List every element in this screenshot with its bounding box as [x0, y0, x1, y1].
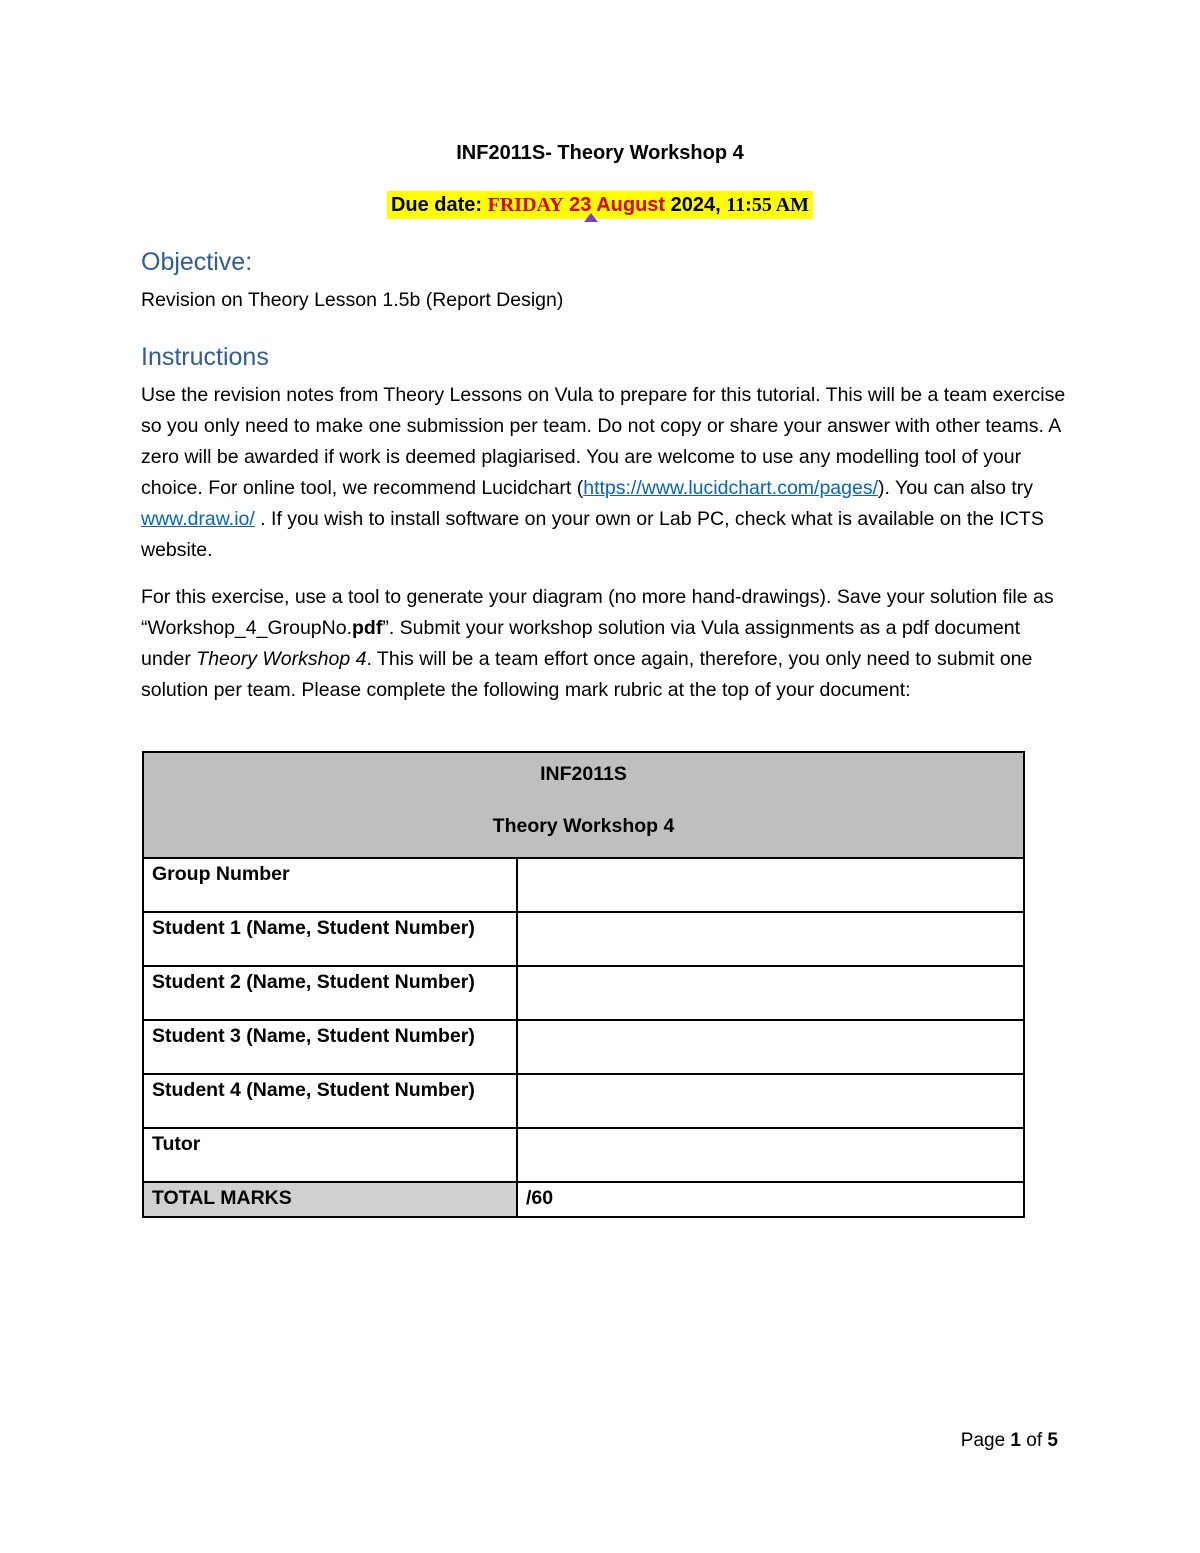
rubric-header: [143, 752, 1024, 858]
page-footer: [961, 1430, 1058, 1452]
rubric-header-title: Theory Workshop 4: [492, 815, 675, 837]
due-label: Due date:: [390, 194, 483, 216]
tutor-field[interactable]: [517, 1128, 1024, 1182]
instructions-p1-text-b: ). You can also try: [878, 477, 1034, 499]
objective-text: Revision on Theory Lesson 1.5b (Report Design): [141, 289, 564, 311]
total-marks-label: TOTAL MARKS: [143, 1182, 517, 1217]
row-label-student-3: Student 3 (Name, Student Number): [143, 1020, 517, 1074]
due-year: 2024,: [670, 194, 721, 216]
due-date-number: 23: [569, 194, 592, 216]
table-row: [143, 966, 1024, 1020]
objective-heading: Objective:: [141, 248, 253, 276]
rubric-header-course: INF2011S: [540, 763, 627, 785]
table-row: [143, 912, 1024, 966]
table-row: [143, 1128, 1024, 1182]
instructions-p2-bold: pdf: [352, 617, 383, 639]
table-row: [143, 858, 1024, 912]
group-number-field[interactable]: [517, 858, 1024, 912]
instructions-heading: Instructions: [141, 343, 269, 371]
instructions-p2-text-a: For this exercise, use a tool to generate your diagram (no more hand-drawings). Save your solution file as “Workshop_4_GroupNo.: [141, 586, 1054, 639]
row-label-tutor: Tutor: [143, 1128, 517, 1182]
instructions-p2-text-c: . This will be a team effort once again, therefore, you only need to submit one solution per team. Please complete the following mark rubric at the top of your document:: [141, 648, 1033, 701]
footer-page-total: 5: [1047, 1430, 1058, 1451]
instructions-p1-text-c: . If you wish to install software on your own or Lab PC, check what is available on the ICTS website.: [141, 508, 1044, 561]
instructions-p2-text-b: ”. Submit your workshop solution via Vula assignments as a pdf document under: [141, 617, 1021, 670]
row-label-group-number: Group Number: [143, 858, 517, 912]
row-label-student-1: Student 1 (Name, Student Number): [143, 912, 517, 966]
document-title: INF2011S- Theory Workshop 4: [456, 142, 744, 164]
footer-of-word: of: [1026, 1430, 1043, 1451]
table-row: [143, 1020, 1024, 1074]
total-marks-value: /60: [517, 1182, 1024, 1217]
due-day: FRIDAY: [487, 194, 564, 216]
student-4-field[interactable]: [517, 1074, 1024, 1128]
instructions-paragraph-1: [141, 380, 1071, 566]
footer-page-number: 1: [1010, 1430, 1021, 1451]
total-marks-row: [143, 1182, 1024, 1217]
lucidchart-link[interactable]: https://www.lucidchart.com/pages/: [583, 477, 879, 499]
insertion-caret-icon: [584, 213, 598, 222]
student-3-field[interactable]: [517, 1020, 1024, 1074]
table-row: [143, 1074, 1024, 1128]
student-1-field[interactable]: [517, 912, 1024, 966]
drawio-link[interactable]: www.draw.io/: [141, 508, 255, 530]
instructions-paragraph-2: [141, 582, 1071, 706]
footer-page-word: Page: [960, 1430, 1006, 1451]
instructions-p1-text-a: Use the revision notes from Theory Lessons on Vula to prepare for this tutorial. This will be a team exercise so you only need to make one submission per team. Do not copy or share your answer with other teams. A zero will be awarded if work is deemed plagiarised. You are welcome to use any modelling tool of your choice. For online tool, we recommend Lucidchart (: [141, 384, 1066, 499]
due-month: August: [596, 194, 666, 216]
row-label-student-4: Student 4 (Name, Student Number): [143, 1074, 517, 1128]
student-2-field[interactable]: [517, 966, 1024, 1020]
mark-rubric-table: [142, 751, 1025, 1218]
due-date-highlight: [387, 191, 813, 219]
due-time: 11:55 AM: [726, 194, 810, 216]
due-date-line: [0, 191, 1200, 219]
instructions-p2-italic: Theory Workshop 4: [196, 648, 367, 670]
row-label-student-2: Student 2 (Name, Student Number): [143, 966, 517, 1020]
